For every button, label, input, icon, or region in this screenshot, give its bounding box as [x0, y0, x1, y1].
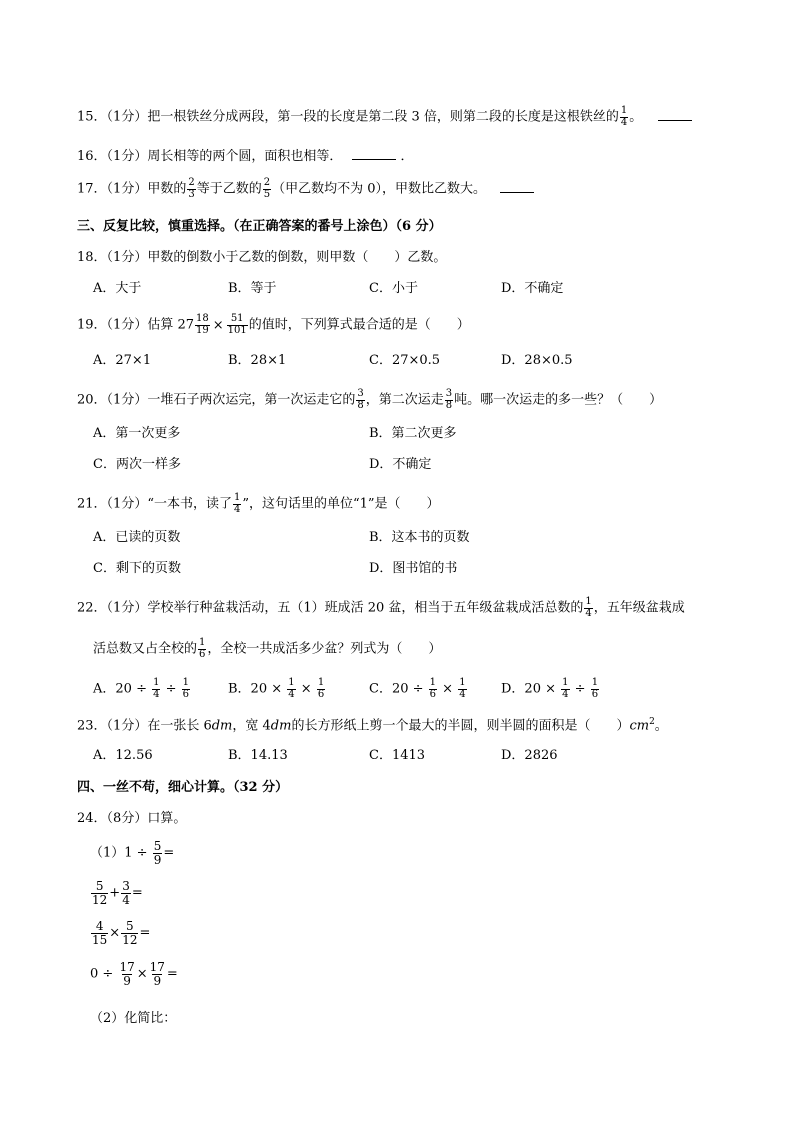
mental-math-line-4: 0 ÷ $\frac{17}{9}$ × $\frac{17}{9}$ = [90, 960, 178, 988]
option-b[interactable]: B．这本书的页数 [369, 530, 470, 545]
option-b[interactable]: B．第二次更多 [369, 426, 457, 441]
option-a[interactable]: A．已读的页数 [93, 530, 181, 545]
option-c[interactable]: C．27×0.5 [369, 353, 441, 368]
fraction: $\frac{2}{3}$ [188, 177, 195, 200]
fraction: $\frac{1}{4}$ [233, 492, 241, 515]
option-a[interactable]: A．12.56 [93, 748, 153, 763]
option-a[interactable]: A．大于 [93, 281, 142, 296]
fraction: $\frac{4}{15}$ [92, 919, 108, 947]
fraction: $\frac{1}{4}$ [288, 677, 295, 700]
option-d[interactable]: D．20 × $\frac{1}{4}$ ÷ $\frac{1}{6}$ [501, 677, 599, 700]
fraction: $\frac{1}{4}$ [459, 677, 466, 700]
option-b[interactable]: B．等于 [228, 281, 277, 296]
mental-math-line-1: （1）1 ÷ $\frac{5}{9}$ = [90, 839, 175, 867]
mental-math-line-2: $\frac{5}{12}$ + $\frac{3}{4}$ = [92, 879, 143, 907]
section-3-heading: 三、反复比较，慎重选择。（在正确答案的番号上涂色）（6 分） [77, 219, 442, 234]
question-21: 21．（1分）“一本书，读了 $\frac{1}{4}$ ”，这句话里的单位“1”是（ ） [77, 492, 440, 515]
question-22-continued: 活总数又占全校的 $\frac{1}{6}$ ，全校一共成活多少盆？列式为（ ） [93, 637, 442, 660]
fraction: $\frac{3}{4}$ [122, 879, 130, 907]
option-c[interactable]: C．剩下的页数 [93, 561, 181, 576]
section-4-heading: 四、一丝不苟，细心计算。（32 分） [77, 780, 289, 795]
fraction: $\frac{1}{4}$ [585, 596, 592, 619]
option-c[interactable]: C．两次一样多 [93, 457, 181, 472]
option-b[interactable]: B．20 × $\frac{1}{4}$ × $\frac{1}{6}$ [228, 677, 325, 700]
answer-blank[interactable] [352, 147, 396, 160]
option-d[interactable]: D．28×0.5 [501, 353, 573, 368]
option-b[interactable]: B．28×1 [228, 353, 287, 368]
option-d[interactable]: D．2826 [501, 748, 558, 763]
fraction: $\frac{3}{8}$ [357, 388, 364, 411]
question-23: 23．（1分）在一张长 6dm，宽 4dm的长方形纸上剪一个最大的半圆，则半圆的面积是（ ）$cm^2$。 [77, 717, 668, 734]
fraction: $\frac{5}{12}$ [92, 879, 108, 907]
answer-blank[interactable] [658, 108, 692, 121]
mental-math-line-3: $\frac{4}{15}$ × $\frac{5}{12}$ = [92, 919, 151, 947]
question-17: 17．（1分）甲数的 $\frac{2}{3}$ 等于乙数的 $\frac{2}{5}$ （甲乙数均不为 0），甲数比乙数大。 [77, 178, 534, 200]
fraction: $\frac{1}{4}$ [562, 677, 569, 700]
question-24: 24．（8分）口算。 [77, 811, 187, 826]
fraction: $\frac{5}{12}$ [122, 919, 138, 947]
fraction: $\frac{1}{6}$ [317, 677, 325, 700]
fraction: $\frac{18}{19}$ [196, 313, 209, 336]
answer-blank[interactable] [500, 180, 534, 193]
option-d[interactable]: D．不确定 [369, 457, 432, 472]
fraction: $\frac{1}{4}$ [153, 677, 160, 700]
fraction: $\frac{3}{8}$ [445, 388, 453, 411]
option-c[interactable]: C．1413 [369, 748, 426, 763]
option-b[interactable]: B．14.13 [228, 748, 288, 763]
fraction: $\frac{1}{6}$ [429, 677, 437, 700]
option-c[interactable]: C．小于 [369, 281, 418, 296]
question-15: 15．（1分）把一根铁丝分成两段，第一段的长度是第二段 3 倍，则第二段的长度是这根铁丝的 $\frac{1}{4}$ 。 [77, 106, 692, 128]
question-18: 18．（1分）甲数的倒数小于乙数的倒数，则甲数（ ）乙数。 [77, 250, 447, 265]
fraction: $\frac{1}{6}$ [182, 677, 190, 700]
option-a[interactable]: A．20 ÷ $\frac{1}{4}$ ÷ $\frac{1}{6}$ [93, 677, 190, 700]
option-d[interactable]: D．不确定 [501, 281, 564, 296]
fraction: $\frac{2}{5}$ [263, 177, 271, 200]
simplify-ratio-heading: （2）化简比： [90, 1011, 177, 1026]
option-a[interactable]: A．第一次更多 [93, 426, 181, 441]
question-22: 22．（1分）学校举行种盆栽活动，五（1）班成活 20 盆，相当于五年级盆栽成活总数的 $\frac{1}{4}$ ，五年级盆栽成 [77, 596, 685, 619]
fraction: $\frac{51}{101}$ [227, 313, 247, 336]
fraction: $\frac{1}{4}$ [620, 105, 628, 128]
fraction: $\frac{1}{6}$ [591, 677, 599, 700]
fraction: $\frac{17}{9}$ [119, 960, 135, 988]
question-20: 20．（1分）一堆石子两次运完，第一次运走它的 $\frac{3}{8}$ ，第二次运走 $\frac{3}{8}$ 吨。哪一次运走的多一些？（ ） [77, 388, 663, 411]
option-a[interactable]: A．27×1 [93, 353, 152, 368]
fraction: $\frac{1}{6}$ [199, 637, 206, 660]
option-c[interactable]: C．20 ÷ $\frac{1}{6}$ × $\frac{1}{4}$ [369, 677, 466, 700]
fraction: $\frac{17}{9}$ [149, 960, 165, 988]
question-19: 19．（1分）估算 27 $\frac{18}{19}$ × $\frac{51}{101}$ 的值时，下列算式最合适的是（ ） [77, 313, 470, 336]
question-16: 16．（1分）周长相等的两个圆，面积也相等． ． [77, 149, 414, 164]
fraction: $\frac{5}{9}$ [153, 839, 162, 867]
option-d[interactable]: D．图书馆的书 [369, 561, 458, 576]
